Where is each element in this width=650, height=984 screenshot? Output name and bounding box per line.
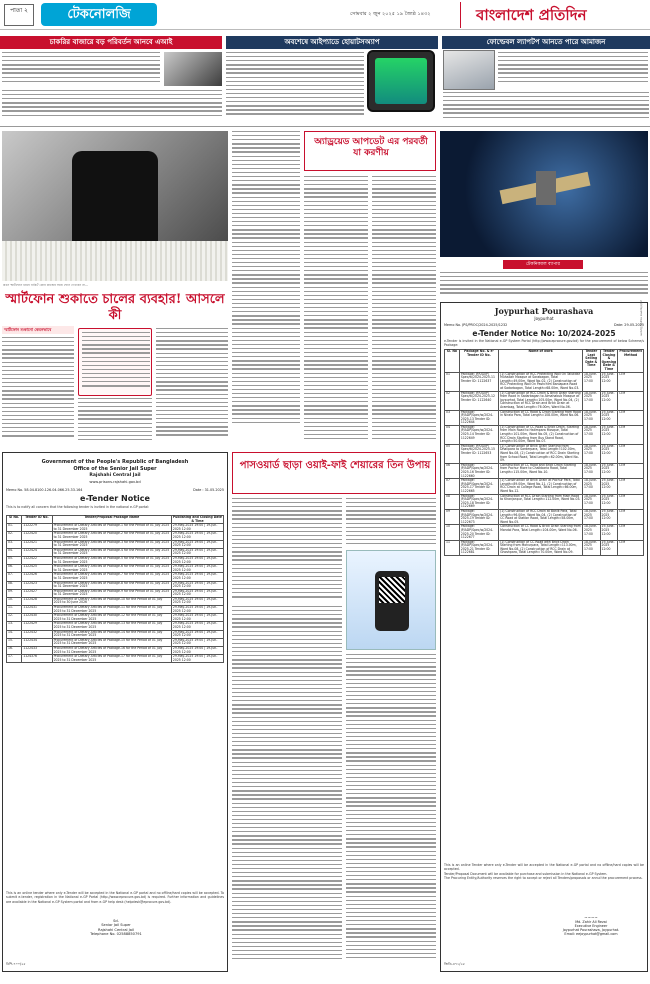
cell-package-name: Procurement of Dietary Articles of Package-6 for the Period of 01 July 2025 to 31 December 2025	[52, 565, 171, 573]
cell-sell: 18-June-2025 17:00	[582, 463, 600, 478]
cell-package-name: Procurement of Dietary Articles of Package-11 for the Period of 01 July 2025 to 31 December 2025	[52, 606, 171, 614]
cell-sl: 05.	[7, 556, 22, 564]
headline-foldable[interactable]: ফোল্ডেবল ল্যাপটপ আনতে পারে আমাজন	[442, 36, 650, 49]
table-row	[7, 532, 224, 540]
joypurhat-sign-org: Joypurhat Pourashava, Joypurhat.	[562, 928, 620, 932]
cell-sl: 08.	[7, 581, 22, 589]
page-number-badge: পাতা ২	[4, 4, 34, 26]
cell-dates: 29-May-2025 19:00 | 19-Jun-2025 12:00	[171, 647, 223, 655]
cell-close: 19-June-2025 12:00	[600, 479, 618, 494]
cell-package: Package: JP/ADP/Spec/w/2024-2025-21 Tender ID: 1122681	[459, 540, 498, 555]
cell-package: Package: JP/ADP/Spec/w/2024-2025-16 Tender ID: 1122660	[459, 463, 498, 478]
wifi-body-col3	[232, 606, 342, 968]
cell-sl: 13.	[7, 622, 22, 630]
issue-date: সোমবার ২ জুন ২০২৫ ১৯ জ্যৈষ্ঠ ১৪৩২	[350, 11, 431, 17]
cell-close: 19-June-2025 12:00	[600, 463, 618, 478]
cell-method: LTM	[618, 509, 644, 524]
col-sl: Sl. No	[445, 350, 460, 373]
cell-method: LTM	[618, 463, 644, 478]
col-close: Tender Closing & Opening Date & Time	[601, 349, 617, 371]
wifi-body-col4	[346, 654, 436, 968]
update-body-col1	[304, 176, 368, 448]
joypurhat-district: Joypurhat	[534, 316, 554, 321]
laptop-image	[443, 50, 495, 90]
table-row	[445, 425, 644, 444]
cell-tender-id: 1122427	[22, 589, 52, 597]
cell-package-name: Procurement of Dietary Articles of Package-17 for the Period of 01 July 2025 to 31 December 2025	[52, 655, 171, 663]
cell-work: (1) Construction of Brick Drain at Pachur Para, Total Length=89.00m, Ward No-11, (2) Construction of RCC Drain at College Road, Total Length=66.00m, Ward No-12.	[499, 479, 583, 494]
col-dates: Publishing and Closing Date & Time	[172, 515, 222, 523]
jail-gov-line1: Government of the People's Republic of Bangladesh	[41, 459, 189, 465]
smartphone-body-col1	[2, 337, 74, 445]
cell-package: Package: JP/UGIIP/ Spec/w/2024-2025-12 Tender ID: 1122640	[459, 391, 498, 410]
table-row	[7, 622, 224, 630]
col-method: Procurement Method	[618, 350, 644, 373]
cell-work: Construction of CC Road and Brick Drain Starting from Pachur More to Chalkbaria Road, Total Length=115.00m, Ward No-10.	[499, 463, 583, 478]
jail-footer-note: This is an online tender where only e-Tender will be accepted in the National e-GP portal and no offline/hard copies will be accepted. To submit e-tender, registration in the National e-GP Portal (http://www.eprocure.gov.bd) is required. Further information and guidelines are available in the National e-GP System portal and from e-GP help desk (helpdesk@eprocure.gov.bd).	[6, 891, 224, 904]
joypurhat-org: Joypurhat Pourashava	[494, 306, 594, 316]
foldable-body-text-2	[443, 92, 649, 122]
cell-sl: 11	[445, 540, 460, 555]
photo-caption: কখন স্মার্টফোন ধরবে নাকি? কোন কাজের সময় ফোন দেখবেন না...	[3, 283, 89, 287]
cell-close: 19-June-2025 12:00	[600, 540, 618, 555]
cell-tender-id: 1122434	[22, 638, 52, 646]
cell-method: LTM	[618, 525, 644, 540]
cell-close: 19-June-2025 12:00	[600, 509, 618, 524]
cell-tender-id: 1122425	[22, 565, 52, 573]
cell-tender-id: 1122433	[22, 647, 52, 655]
wifi-qr-photo	[346, 550, 436, 650]
cell-package-name: Procurement of Dietary Articles of Package-5 for the Period of 01 July 2025 to 31 December 2025	[52, 556, 171, 564]
cell-tender-id: 1122428	[22, 597, 52, 605]
joypurhat-memo: Memo No. JPS/PROC/2024-2025/1232	[444, 323, 508, 327]
cell-method: LTM	[618, 372, 644, 391]
cell-dates: 29-May-2025 19:00 | 19-Jun-2025 12:00	[171, 655, 223, 663]
joypurhat-sign-title: Executive Engineer	[574, 924, 608, 928]
cell-sl: 09	[445, 509, 460, 524]
cell-package-name: Procurement of Dietary Articles of Package-8 for the Period of 01 July 2025 to 31 December 2025	[52, 581, 171, 589]
cell-tender-id: 1122421	[22, 540, 52, 548]
joypurhat-sign-email: Email: eejoypurhat@gmail.com	[564, 932, 618, 936]
cell-dates: 29-May-2025 19:00 | 19-Jun-2025 12:00	[171, 597, 223, 605]
cell-sell: 18-June-2025 17:00	[582, 540, 600, 555]
cell-package: Package: JP/ADP/Spec/w/2024-2025-19 Tender ID: 1122673	[459, 509, 498, 524]
cell-package: Package: JP/ADP/Spec/w/2024-2025-18 Tender ID: 1122669	[459, 494, 498, 509]
table-row	[445, 509, 644, 524]
cell-close: 19-June-2025 12:00	[600, 444, 618, 463]
cell-sell: 18-June-2025 17:00	[582, 494, 600, 509]
cell-package: Package: JP/UGIIP/ Spec/w/2024-2025-15 Tender ID: 1122653	[459, 444, 498, 463]
jail-sign-name: Senior Jail Super	[101, 923, 131, 928]
cell-tender-id: 1122432	[22, 630, 52, 638]
cell-close: 19-June-2025 12:00	[600, 410, 618, 425]
cell-sl: 09.	[7, 589, 22, 597]
cell-tender-id: 1122426	[22, 573, 52, 581]
col-sl: Sl No.	[7, 516, 22, 524]
cell-package: Package: JP/ADP/Spec/w/2024-2025-14 Tender ID: 1122649	[459, 425, 498, 444]
cell-method: LTM	[618, 494, 644, 509]
jail-memo: Memo No. 58.04.8100.126.04.066.25.33.164	[6, 488, 83, 492]
cell-sl: 03	[445, 410, 460, 425]
cell-package: Package: JP/ADP/Spec/w/2024-2025-20 Tender ID: 1122677	[459, 525, 498, 540]
wifi-title[interactable]: পাসওয়ার্ড ছাড়া ওয়াই-ফাই শেয়ারের তিন উপায়	[239, 460, 431, 471]
divider	[0, 126, 650, 127]
table-row	[445, 372, 644, 391]
table-row	[445, 463, 644, 478]
table-row	[445, 444, 644, 463]
cell-sl: 10	[445, 525, 460, 540]
table-row	[445, 391, 644, 410]
cell-sl: 14.	[7, 630, 22, 638]
cell-work: (1) Construction of Brick Drain Starting from Dhalipara to Sarderpara, Total Length=102.00m, Ward No-08, (2) Construction of RCC Drain Starting from School Road, Total Length=62.00m, Ward No-09.	[499, 444, 583, 463]
cell-package-name: Procurement of Dietary Articles of Package-13 for the Period of 01 July 2025 to 31 December 2025	[52, 622, 171, 630]
col-work: Name of work	[499, 350, 583, 373]
cell-method: LTM	[618, 540, 644, 555]
cell-dates: 29-May-2025 19:00 | 19-Jun-2025 12:00	[171, 548, 223, 556]
jail-sign-org: Rajshahi Central Jail	[98, 927, 134, 932]
smartphone-body-col2	[78, 398, 152, 448]
wifi-title-box	[232, 452, 436, 494]
job-body-text-2	[2, 90, 222, 122]
cell-method: LTM	[618, 410, 644, 425]
cell-package: Package: JP/UGIIP/ Spec/w/2024-2025-11 Tender ID: 1122637	[459, 372, 498, 391]
jail-title: e-Tender Notice	[80, 494, 150, 503]
jail-website[interactable]: www.prisons.rajshahi.gov.bd	[89, 480, 141, 484]
joypurhat-sign-name: Md. Zahir Ali Rezai	[575, 920, 607, 924]
col-tender-id: Tender ID No.	[22, 516, 52, 524]
cell-sl: 04.	[7, 548, 22, 556]
wifi-body-col1	[232, 498, 342, 602]
jail-gov-line3: Rajshahi Central Jail	[89, 473, 141, 478]
cell-dates: 29-May-2025 19:00 | 19-Jun-2025 12:00	[171, 622, 223, 630]
joypurhat-side-caption: ভেরিফিকেশন সংক্রান্ত উদ্দেশ্যে	[639, 300, 643, 337]
jail-date: Date : 31.05.2025	[193, 488, 224, 492]
cell-package: Package: JP/ADP/Spec/w/2024-2025-17 Tender ID: 1122665	[459, 479, 498, 494]
jail-table-wrap	[6, 515, 224, 663]
table-row	[445, 494, 644, 509]
cell-dates: 29-May-2025 19:00 | 19-Jun-2025 12:00	[171, 581, 223, 589]
cell-close: 19-June-2025 12:00	[600, 525, 618, 540]
cell-tender-id: 1122429	[22, 622, 52, 630]
cell-package-name: Procurement of Dietary Articles of Package-12 for the Period of 01 July 2025 to 31 December 2025	[52, 614, 171, 622]
job-body-text	[2, 52, 160, 88]
cell-package-name: Procurement of Dietary Articles of Package-14 for the Period of 01 July 2025 to 31 December 2025	[52, 630, 171, 638]
cell-sell: 18-June-2025 17:00	[582, 410, 600, 425]
jail-sign-phone: Telephone No. 02588850791	[90, 932, 142, 937]
wifi-body-col2	[346, 498, 436, 548]
cell-work: (1) Construction of CC Road with Brick Drain Starting from Mohurpara, Total Length=113.00m, Ward No-08, (2) Construction of RCC Drain at Ghoshpara, Total Length=70.00m, Ward No-09.	[499, 540, 583, 555]
cell-sl: 10.	[7, 597, 22, 605]
cell-sl: 08	[445, 494, 460, 509]
cell-sl: 06.	[7, 565, 22, 573]
table-row	[7, 573, 224, 581]
cell-sell: 18-June-2025 17:00	[582, 509, 600, 524]
cell-dates: 29-May-2025 19:00 | 19-Jun-2025 12:00	[171, 589, 223, 597]
joypurhat-date: Date: 29-05-2025	[613, 323, 644, 327]
cell-dates: 29-May-2025 19:00 | 19-Jun-2025 12:00	[171, 556, 223, 564]
cell-close: 19-June-2025 12:00	[600, 391, 618, 410]
cell-package: Package: JP/ADP/Spec/w/2024-2025-13 Tender ID: 1122644	[459, 410, 498, 425]
cell-sl: 02	[445, 391, 460, 410]
joypurhat-tender-notice	[440, 302, 648, 972]
cell-work: Construction of CC Road & Drain Starting from Road in Nirala Para, Total Length=108.00m, Ward No-06.	[499, 410, 583, 425]
cell-dates: 29-May-2025 19:00 | 19-Jun-2025 12:00	[171, 630, 223, 638]
table-row	[7, 655, 224, 663]
cell-sl: 05	[445, 444, 460, 463]
cell-sl: 07	[445, 479, 460, 494]
update-title-box	[304, 131, 436, 171]
cell-package-name: Procurement of Dietary Articles of Package-2 for the Period of 01 July 2025 to 31 December 2025	[52, 532, 171, 540]
jail-table	[6, 515, 224, 663]
smartphone-sub: স্মার্টফোন শুকানো কেমনভাবে	[2, 326, 74, 334]
note-item: This is an online Tender where only e-Tender will be accepted in the National e-GP portal and no offline/hard copies will be accepted.	[444, 863, 644, 872]
cell-sl: 04	[445, 425, 460, 444]
jail-intro: This is to notify all concern that the following tender is invited in the national e-GP portal:	[6, 505, 150, 509]
cell-tender-id: 1122420	[22, 532, 52, 540]
cell-sl: 03.	[7, 540, 22, 548]
joypurhat-table-wrap	[444, 349, 644, 556]
update-body-col2	[372, 176, 436, 448]
table-row	[7, 581, 224, 589]
cell-tender-id: 1122279	[22, 524, 52, 532]
table-row	[445, 479, 644, 494]
joypurhat-ad-code: জিডি-৪৭১/২৫	[444, 962, 465, 966]
joypurhat-notes	[444, 863, 644, 880]
cell-dates: 29-May-2025 19:00 | 19-Jun-2025 12:00	[171, 573, 223, 581]
brand-name: বাংলাদেশ প্রতিদিন	[476, 6, 587, 24]
jail-ad-code: বিপি-৭০০/২৫	[6, 962, 26, 966]
cell-package-name: Procurement of Dietary Articles of Package-10 for the Period of 01 July 2025 to 30 June 2026	[52, 597, 171, 605]
cell-tender-id: 1122422	[22, 556, 52, 564]
cell-work: Construction of CC Road & Brick Drain Starting from Mondol Para, Total Length=104.00m, Ward No-06.	[499, 525, 583, 540]
cell-work: (1) Construction of CC Road & Brick Drain, Starting from Main Road to Hatimpara Mosque, Total Length=101.00m, Ward No-05, (2) Construction of RCC Drain Starting from Bus Stand Road, Length=50.00m, Ward No-07.	[499, 425, 583, 444]
cell-package-name: Procurement of Dietary Articles of Package-16 for the Period of 01 July 2025 to 31 December 2025	[52, 647, 171, 655]
table-row	[445, 525, 644, 540]
cell-sl: 01	[445, 372, 460, 391]
cell-sl: 01.	[7, 524, 22, 532]
cell-method: LTM	[618, 425, 644, 444]
cell-dates: 29-May-2025 19:00 | 19-Jun-2025 12:00	[171, 606, 223, 614]
cell-dates: 29-May-2025 19:00 | 19-Jun-2025 12:00	[171, 532, 223, 540]
cell-sl: 17.	[7, 655, 22, 663]
col-sell: Tender Last Selling Date & Time	[582, 350, 600, 373]
jail-signature	[6, 919, 226, 937]
cell-dates: 29-May-2025 19:00 | 19-Jun-2025 12:00	[171, 614, 223, 622]
joypurhat-signature: ~~~~ Md. Zahir Ali Rezai Executive Engineer Joypurhat Pourashava, Joypurhat. Email: eejoypurhat@gmail.com	[541, 915, 641, 936]
cell-package-name: Procurement of Dietary Articles of Package-4 for the Period of 01 July 2025 to 31 December 2025	[52, 548, 171, 556]
cell-package-name: Procurement of Dietary Articles of Package-3 for the Period of 01 July 2025 to 31 December 2025	[52, 540, 171, 548]
section-logo: টেকনোলজি	[41, 3, 157, 26]
cell-sell: 18-June-2025 17:00	[582, 444, 600, 463]
cell-work: (1) Construction of RCC Drain & Brick Drain Starting from Road in Sadarbagan to Almahabub Mosque at Joypurhat, Total Length=105.00m, Ward No-04, (2) Construction of RCC Drain and Brick Drain at Arambag, Total Length=76.00m, Ward No-06.	[500, 390, 581, 409]
cell-dates: 29-May-2025 19:00 | 19-Jun-2025 12:00	[171, 524, 223, 532]
cell-package-name: Procurement of Dietary Articles of Package-7 for the Period of 01 July 2025 to 31 December 2025	[52, 573, 171, 581]
cell-package-name: Procurement of Dietary Articles of Package-9 for the Period of 01 July 2025 to 31 December 2025	[52, 589, 171, 597]
pull-quote-box	[78, 328, 152, 396]
cell-tender-id: 1124376	[22, 655, 52, 663]
joypurhat-table	[444, 349, 644, 556]
jail-tender-notice	[2, 452, 228, 972]
cell-dates: 29-May-2025 19:00 | 19-Jun-2025 12:00	[171, 540, 223, 548]
tech-news-body	[440, 272, 648, 300]
cell-sell: 18-June-2025 17:00	[582, 479, 600, 494]
headline-job-market[interactable]: চাকরির বাজারে বড় পরিবর্তন আনবে এআই	[0, 36, 222, 49]
cell-dates: 29-May-2025 19:00 | 19-Jun-2025 12:00	[171, 638, 223, 646]
cell-close: 19-June-2025 12:00	[600, 494, 618, 509]
smartphone-title[interactable]: স্মার্টফোন শুকাতে চালের ব্যবহার! আসলে কী	[5, 292, 225, 323]
cell-sell: 18-June-2025 17:00	[582, 372, 600, 391]
cell-tender-id: 1122431	[22, 606, 52, 614]
cell-close: 19-June-2025 12:00	[600, 425, 618, 444]
smartphone-body-col3	[156, 328, 228, 448]
rice-phone-photo	[2, 131, 228, 281]
headline-ios[interactable]: অবশেষে আইপ্যাডে হোয়াটসঅ্যাপ	[226, 36, 438, 49]
cell-sell: 18-June-2025 17:00	[582, 391, 600, 410]
jail-gov-line2: Office of the Senior Jail Super	[73, 466, 157, 472]
cell-work: (1) Construction of RCC Drain at Banik Para, Total Length=96.00m, Ward No-04, (2) Construction of CC Road at Station Road, Total Length=58.00m, Ward No-05.	[499, 509, 583, 524]
foldable-body-text	[498, 52, 648, 88]
continuation-col	[232, 131, 300, 431]
cell-sell: 18-June-2025 17:00	[582, 525, 600, 540]
joypurhat-title: e-Tender Notice No: 10/2024-2025	[472, 329, 616, 338]
cell-sl: 02.	[7, 532, 22, 540]
satellite-photo	[440, 131, 648, 257]
note-item: The Procuring Entity/Authority reserves the right to accept or reject all Tenders/proposals or annul the procurement process.	[444, 875, 643, 880]
cell-close: 19-June-2025 12:00	[600, 372, 618, 391]
note-item: Tender/Proposal Document will be available for purchase and submission in the National e-GP System.	[444, 871, 608, 876]
cell-sl: 07.	[7, 573, 22, 581]
table-row	[445, 410, 644, 425]
cell-tender-id: 1122430	[22, 614, 52, 622]
cell-package-name: Procurement of Dietary Articles of Package-1 for the Period of 01 July 2025 to 31 December 2025	[52, 524, 171, 532]
table-row	[445, 540, 644, 555]
cell-method: LTM	[618, 444, 644, 463]
job-photo	[164, 52, 222, 86]
joypurhat-intro: e-Tender is invited in the National e-GP System Portal (http://www.eprocure.gov.bd) for the procurement of below Scheme/s Package:	[444, 339, 644, 348]
cell-work: (1) Construction of RCC Protecting Wall On Talukdar Muhallah Mosque at Sarabagan, Total Length=49.00m, Ward No-02, (2) Construction of RCC Protecting Wall On Pashchim Baniapara Road at Sadarbagan, Total Length=68.00m, Ward No-03.	[499, 372, 583, 391]
cell-method: LTM	[618, 391, 644, 410]
ipad-image	[367, 50, 435, 112]
cell-dates: 29-May-2025 19:00 | 19-Jun-2025 12:00	[171, 565, 223, 573]
cell-sell: 18-June-2025 17:00	[582, 425, 600, 444]
cell-sl: 15.	[7, 638, 22, 646]
cell-sl: 12.	[7, 614, 22, 622]
cell-work: Construction of RCC Drain Starting from Main Road to Khanjanpur, Total Length=112.00m, Ward No-03.	[499, 494, 583, 509]
ios-body-text	[226, 52, 364, 122]
col-package: Package No. & e-Tender ID No.	[459, 350, 498, 373]
cell-package-name: Procurement of Dietary Articles of Package-15 for the Period of 01 July 2025 to 31 December 2025	[52, 638, 171, 646]
cell-sl: 11.	[7, 606, 22, 614]
cell-sl: 16.	[7, 647, 22, 655]
cell-tender-id: 1122424	[22, 548, 52, 556]
cell-sl: 06	[445, 463, 460, 478]
jail-sign-label: Sd.	[113, 919, 119, 923]
update-title[interactable]: অ্যাড্রয়েড আপডেট এর পরবর্তী যা করণীয়	[314, 137, 428, 158]
tech-news-label: টেকনিক্যাল ব্যাপার	[503, 260, 583, 269]
col-package-name: Tender/Proposal Package Name	[52, 516, 171, 524]
cell-tender-id: 1122423	[22, 581, 52, 589]
cell-method: LTM	[618, 479, 644, 494]
